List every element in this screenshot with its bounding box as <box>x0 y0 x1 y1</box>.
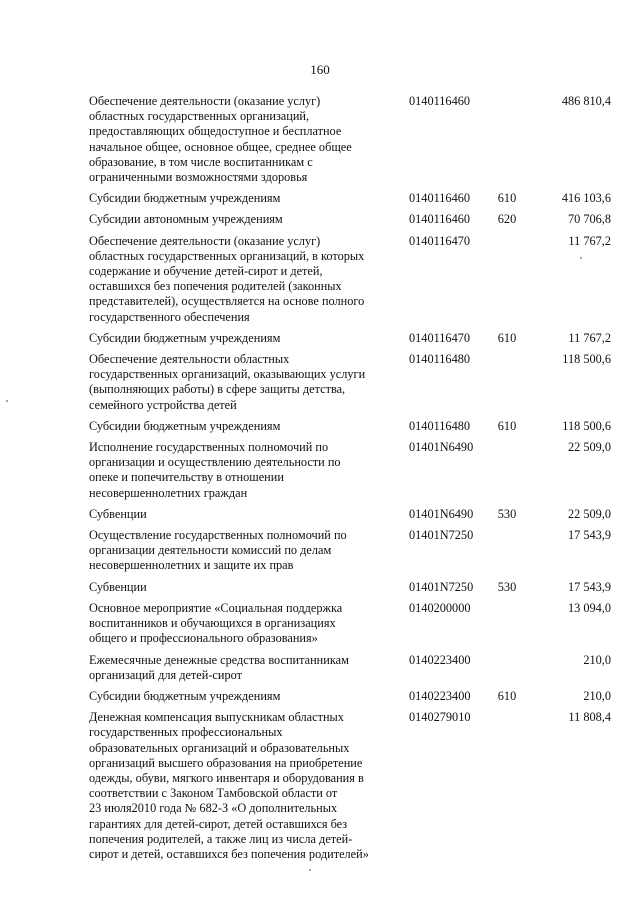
table-row <box>89 419 611 434</box>
table-row <box>89 352 611 413</box>
row-amount: 11 767,2 <box>568 233 611 248</box>
row-csr-code: 01401N6490 <box>409 506 474 521</box>
table-row <box>89 191 611 206</box>
row-csr-code: 0140200000 <box>409 600 471 615</box>
row-name: Субвенции <box>89 579 147 594</box>
row-amount: 13 094,0 <box>567 600 611 615</box>
row-amount: 11 808,4 <box>568 710 611 725</box>
row-amount: 22 509,0 <box>567 506 611 521</box>
row-csr-code: 01401N7250 <box>409 528 474 543</box>
row-amount: 17 543,9 <box>567 579 611 594</box>
row-csr-code: 0140279010 <box>409 710 471 725</box>
row-vr-code: 530 <box>497 579 517 594</box>
row-name: Субсидии бюджетным учреждениям <box>89 688 281 703</box>
table-row <box>89 601 611 647</box>
row-name: Субсидии бюджетным учреждениям <box>89 330 281 345</box>
row-vr-code: 610 <box>497 688 517 703</box>
row-name: Субсидии бюджетным учреждениям <box>89 418 281 433</box>
row-amount: 22 509,0 <box>567 440 611 455</box>
row-csr-code: 01401N7250 <box>409 579 474 594</box>
table-row <box>89 689 611 704</box>
table-row <box>89 528 611 574</box>
row-csr-code: 0140116460 <box>409 212 471 227</box>
row-vr-code: 610 <box>497 191 517 206</box>
row-amount: 486 810,4 <box>561 94 611 108</box>
table-row <box>89 440 611 501</box>
table-row <box>89 653 611 683</box>
row-name: Субсидии автономным учреждениям <box>89 212 283 227</box>
row-csr-code: 0140116470 <box>409 330 471 345</box>
row-name: Обеспечение деятельности (оказание услуг) областных государственных организаций, в которых содержание и обучение детей-сирот и детей, оставшихся без попечения родителей (законных представителей), осуществляется на основе полного государственного обеспечения <box>89 233 365 324</box>
row-vr-code: 620 <box>497 212 517 227</box>
budget-table <box>89 94 611 868</box>
row-csr-code: 0140116480 <box>409 352 471 367</box>
row-name: Субсидии бюджетным учреждениям <box>89 191 281 206</box>
row-csr-code: 0140116470 <box>409 233 471 248</box>
row-name: Обеспечение деятельности (оказание услуг) областных государственных организаций, предоставляющих общедоступное и бесплатное начальное общее, основное общее, среднее общее образование, в том числе воспитанникам с ограниченными возможностями здоровья <box>89 94 352 185</box>
row-csr-code: 01401N6490 <box>409 440 474 455</box>
scan-speck <box>309 869 311 871</box>
row-name: Ежемесячные денежные средства воспитанникам организаций для детей-сирот <box>89 652 349 682</box>
scan-speck <box>6 400 8 402</box>
row-amount: 11 767,2 <box>568 330 611 345</box>
row-name: Денежная компенсация выпускникам областных государственных профессиональных образовательных организаций и образовательных организаций высшего образования на приобретение одежды, обуви, мягкого инвентаря и оборудования в соответствии с Законом Тамбовской области от 23 июля2010 года № 682-З «О дополнительных гарантиях для детей-сирот, детей оставшихся без попечения родителей, а также лиц из числа детей- сирот и детей, оставшихся без попечения родителей» <box>89 710 369 861</box>
row-vr-code: 610 <box>497 330 517 345</box>
row-vr-code: 530 <box>497 506 517 521</box>
row-amount: 210,0 <box>583 652 611 667</box>
row-name: Обеспечение деятельности областных государственных организаций, оказывающих услуги (выполняющих работы) в сфере защиты детства, семейного устройства детей <box>89 352 366 412</box>
row-csr-code: 0140116480 <box>409 418 471 433</box>
table-row <box>89 710 611 862</box>
row-name: Исполнение государственных полномочий по организации и осуществлению деятельности по опеке и попечительству в отношении несовершеннолетних граждан <box>89 440 341 500</box>
row-amount: 210,0 <box>583 688 611 703</box>
row-name: Субвенции <box>89 506 147 521</box>
scan-speck <box>580 257 582 259</box>
row-amount: 17 543,9 <box>567 528 611 543</box>
row-amount: 118 500,6 <box>562 418 611 433</box>
table-row <box>89 580 611 595</box>
table-row <box>89 94 611 185</box>
row-name: Основное мероприятие «Социальная поддержка воспитанников и обучающихся в организациях общего и профессионального образования» <box>89 600 343 646</box>
row-amount: 416 103,6 <box>561 191 611 206</box>
row-amount: 70 706,8 <box>567 212 611 227</box>
row-vr-code: 610 <box>497 418 517 433</box>
row-name: Осуществление государственных полномочий по организации деятельности комиссий по делам несовершеннолетних и защите их прав <box>89 528 347 573</box>
table-row <box>89 212 611 227</box>
row-csr-code: 0140116460 <box>409 191 471 206</box>
table-row <box>89 507 611 522</box>
table-row <box>89 234 611 325</box>
page-number: 160 <box>310 62 330 77</box>
row-csr-code: 0140223400 <box>409 652 471 667</box>
row-csr-code: 0140116460 <box>409 94 471 108</box>
row-amount: 118 500,6 <box>562 352 611 367</box>
table-row <box>89 331 611 346</box>
row-csr-code: 0140223400 <box>409 688 471 703</box>
